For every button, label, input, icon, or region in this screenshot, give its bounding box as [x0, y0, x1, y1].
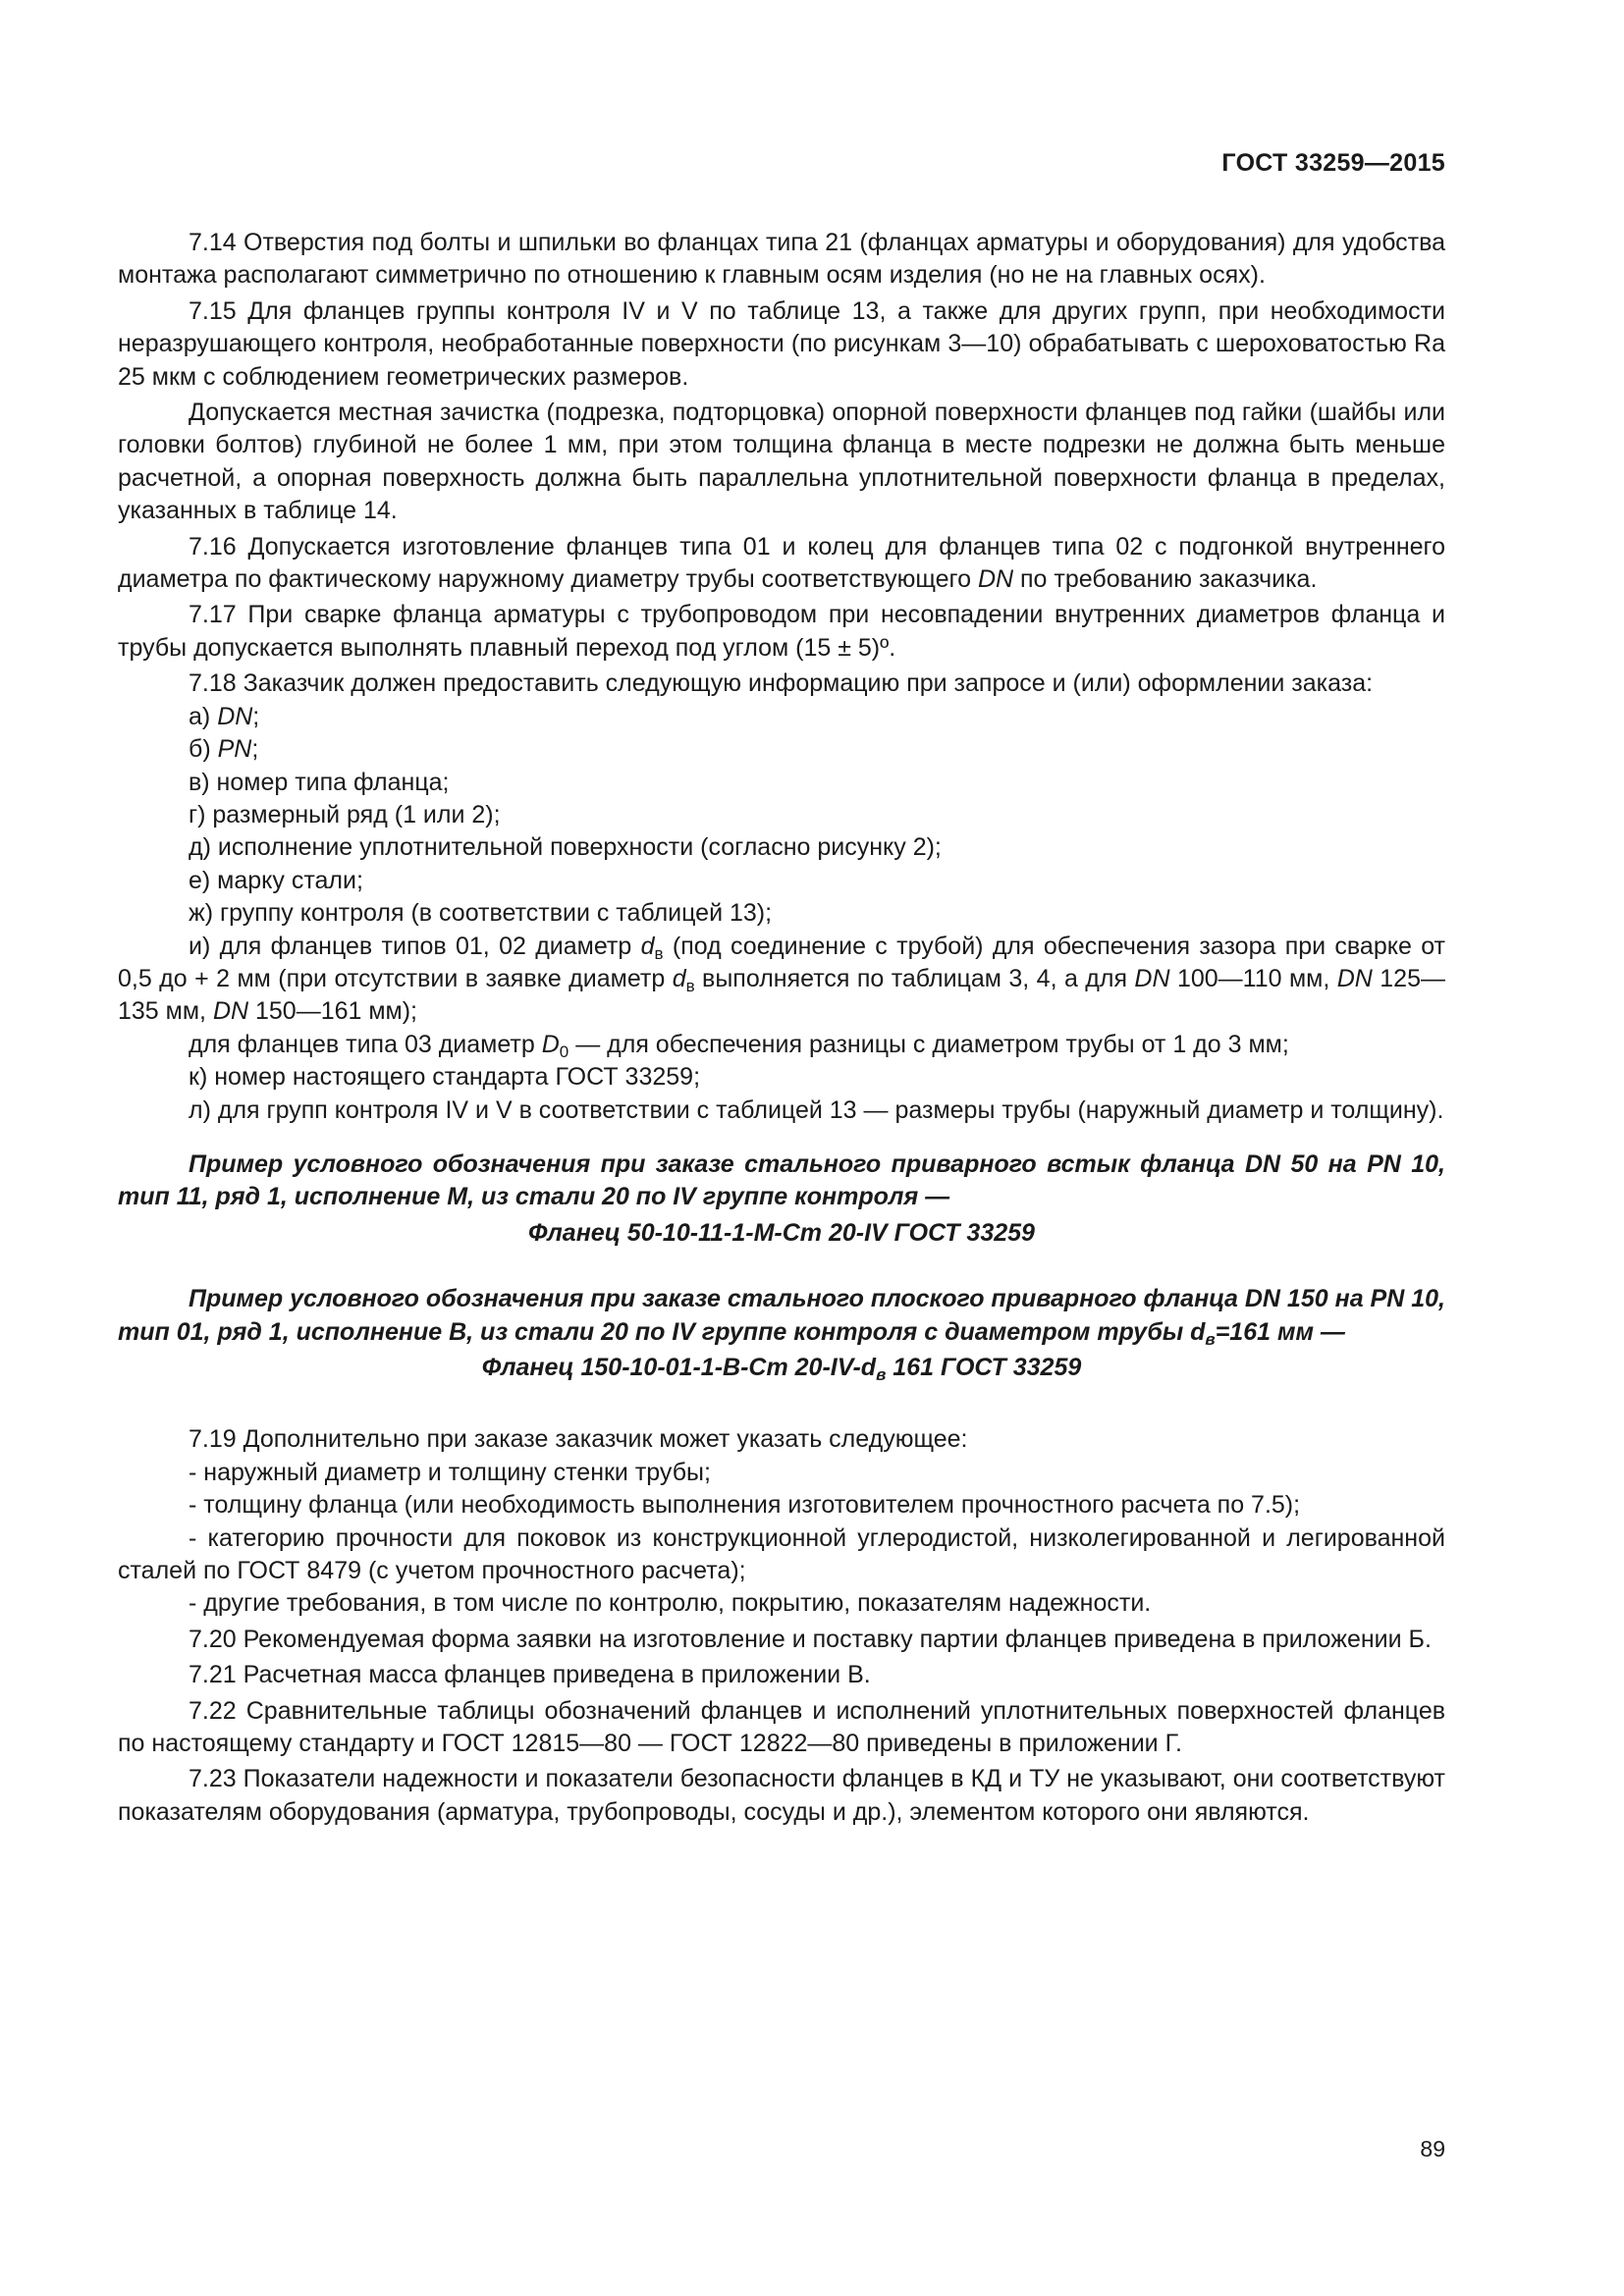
paragraph-7-17: 7.17 При сварке фланца арматуры с трубопроводом при несовпадении внутренних диаметров фланца и трубы допускается выполнять плавный переход под углом (15 ± 5)º. — [118, 601, 1445, 662]
list-item-e: е) марку стали; — [189, 866, 363, 894]
paragraph-7-19: 7.19 Дополнительно при заказе заказчик может указать следующее: — [189, 1425, 968, 1454]
list-item-type03: для фланцев типа 03 диаметр $D_0$ — для обеспечения разницы с диаметром трубы от 1 до 3 мм; — [189, 1030, 1289, 1061]
paragraph-7-15: 7.15 Для фланцев группы контроля IV и V по таблице 13, а также для других групп, при необходимости неразрушающего контроля, необработанные поверхности (по рисункам 3—10) обрабатывать с шероховатостью Ra 25 мкм с соблюдением геометрических размеров. — [118, 296, 1445, 391]
paragraph-7-21: 7.21 Расчетная масса фланцев приведена в приложении В. — [189, 1661, 871, 1689]
paragraph-7-14: 7.14 Отверстия под болты и шпильки во фланцах типа 21 (фланцах арматуры и оборудования) для удобства монтажа располагают симметрично по отношению к главным осям изделия (но не на главных осях). — [118, 229, 1445, 290]
paragraph-7-20: 7.20 Рекомендуемая форма заявки на изготовление и поставку партии фланцев приведена в приложении Б. — [189, 1625, 1432, 1653]
bullet-strength-category: - категорию прочности для поковок из конструкционной углеродистой, низколегированной и легированной сталей по ГОСТ 8479 (с учетом прочностного расчета); — [118, 1523, 1445, 1585]
standard-header: ГОСТ 33259—2015 — [1221, 149, 1445, 177]
paragraph-7-22: 7.22 Сравнительные таблицы обозначений фланцев и исполнений уплотнительных поверхностей фланцев по настоящему стандарту и ГОСТ 12815—80 — ГОСТ 12822—80 приведены в приложении Г. — [118, 1696, 1445, 1758]
paragraph-7-15-continued: Допускается местная зачистка (подрезка, подторцовка) опорной поверхности фланцев под гайки (шайбы или головки болтов) глубиной не более 1 мм, при этом толщина фланца в месте подрезки не должна быть меньше расчетной, а опорная поверхность должна быть параллельна уплотнительной поверхности фланца в пределах, указанных в таблице 14. — [118, 399, 1445, 525]
example-1: Пример условного обозначения при заказе стального приварного встык фланца DN 50 на PN 10, тип 11, ряд 1, исполнение М, из стали 20 по IV группе контроля — — [118, 1149, 1445, 1211]
list-item-v: в) номер типа фланца; — [189, 768, 450, 796]
example-2-code: Фланец 150-10-01-1-В-Ст $20-IV-d_в$ 161 ГОСТ 33259 — [481, 1354, 1082, 1384]
list-item-zh: ж) группу контроля (в соответствии с таблицей 13); — [189, 899, 773, 928]
paragraph-7-16: 7.16 Допускается изготовление фланцев типа 01 и колец для фланцев типа 02 с подгонкой внутреннего диаметра по фактическому наружному диаметру трубы соответствующего DN по требованию заказчика. — [118, 532, 1445, 594]
list-item-k: к) номер настоящего стандарта ГОСТ 33259; — [189, 1063, 701, 1092]
example-2: Пример условного обозначения при заказе стального плоского приварного фланца DN 150 на PN 10, тип 01, ряд 1, исполнение В, из стали 20 по IV группе контроля с диаметром трубы $d_в=161$ мм — — [118, 1285, 1445, 1349]
page-number: 89 — [1420, 2136, 1445, 2162]
list-item-g: г) размерный ряд (1 или 2); — [189, 800, 501, 828]
list-item-i: и) для фланцев типов 01, 02 диаметр $d_в$ (под соединение с трубой) для обеспечения зазора при сварке от 0,5 до + 2 мм (при отсутствии в заявке диаметр $d_в$ выполняется по таблицам 3, 4, а для DN 100—110 мм, DN 125—135 мм, DN 150—161 мм); — [118, 932, 1445, 1026]
page-body — [118, 227, 1445, 1829]
paragraph-7-23: 7.23 Показатели надежности и показатели безопасности фланцев в КД и ТУ не указывают, они соответствуют показателям оборудования (арматура, трубопроводы, сосуды и др.), элементом которого они являются. — [118, 1765, 1445, 1826]
list-item-l: л) для групп контроля IV и V в соответствии с таблицей 13 — размеры трубы (наружный диаметр и толщину). — [189, 1095, 1444, 1124]
bullet-pipe-diameter: - наружный диаметр и толщину стенки трубы; — [189, 1458, 711, 1486]
list-item-a: а) DN; — [189, 702, 260, 730]
bullet-other-requirements: - другие требования, в том числе по контролю, покрытию, показателям надежности. — [189, 1589, 1152, 1618]
bullet-flange-thickness: - толщину фланца (или необходимость выполнения изготовителем прочностного расчета по 7.5); — [189, 1491, 1301, 1520]
example-1-code: Фланец 50-10-11-1-М-Ст 20-IV ГОСТ 33259 — [528, 1218, 1035, 1247]
list-item-d: д) исполнение уплотнительной поверхности (согласно рисунку 2); — [189, 833, 942, 862]
paragraph-7-18: 7.18 Заказчик должен предоставить следующую информацию при запросе и (или) оформлении заказа: — [189, 669, 1374, 698]
list-item-b: б) PN; — [189, 735, 259, 764]
